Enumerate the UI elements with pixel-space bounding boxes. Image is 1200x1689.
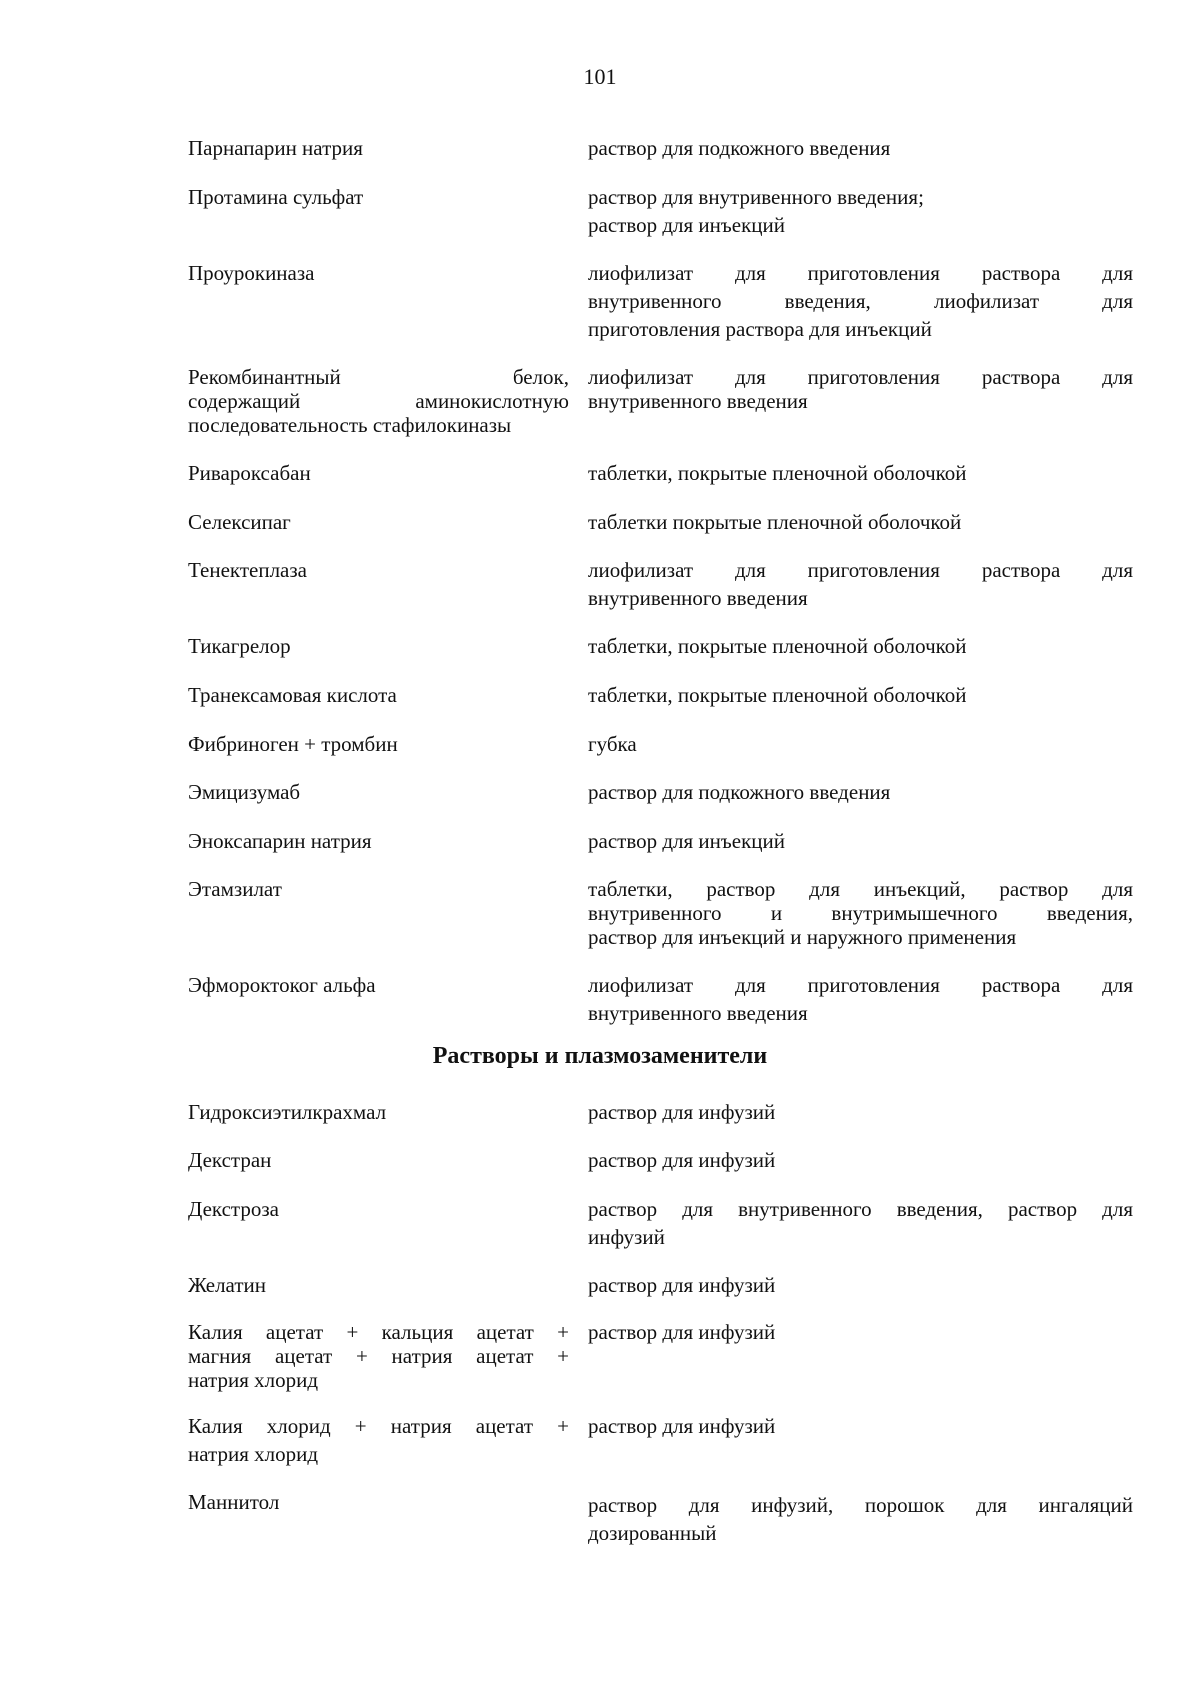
list-item [188, 1100, 1133, 1124]
dosage-form-line: таблетки, покрытые пленочной оболочкой [588, 683, 967, 707]
dosage-form [588, 683, 1133, 707]
drug-name-line: Калия ацетат + кальция ацетат + [188, 1320, 569, 1344]
drug-name-line: Этамзилат [188, 877, 282, 901]
drug-name-line: натрия хлорид [188, 1442, 318, 1466]
dosage-form-line: раствор для инфузий [588, 1100, 776, 1124]
list-item [188, 683, 1133, 707]
list-item [188, 461, 1133, 485]
drug-name [188, 877, 569, 949]
drug-name [188, 261, 569, 341]
dosage-form [588, 365, 1133, 437]
list-item [188, 1273, 1133, 1297]
drug-name [188, 510, 569, 534]
list-item [188, 634, 1133, 658]
list-item [188, 1148, 1133, 1172]
drug-name [188, 1197, 569, 1249]
list-item [188, 365, 1133, 437]
drug-name-line: содержащий аминокислотную [188, 389, 569, 413]
dosage-form-line: таблетки, раствор для инъекций, раствор для [588, 877, 1133, 901]
dosage-form [588, 634, 1133, 658]
list-item [188, 1197, 1133, 1249]
dosage-form [588, 973, 1133, 1025]
dosage-form-line: лиофилизат для приготовления раствора для [588, 261, 1133, 285]
drug-name-line: Эноксапарин натрия [188, 829, 372, 853]
list-item [188, 732, 1133, 756]
drug-name-line: Транексамовая кислота [188, 683, 397, 707]
list-item [188, 973, 1133, 1025]
dosage-form-line: лиофилизат для приготовления раствора для [588, 973, 1133, 997]
dosage-form [588, 510, 1133, 534]
dosage-form [588, 1273, 1133, 1297]
dosage-form-line: раствор для внутривенного введения, раствор для [588, 1197, 1133, 1221]
section-heading: Растворы и плазмозаменители [432, 1043, 768, 1069]
list-item [188, 136, 1133, 160]
dosage-form-line: внутривенного введения [588, 389, 808, 413]
list-item [188, 1490, 1133, 1545]
dosage-form-line: таблетки покрытые пленочной оболочкой [588, 510, 962, 534]
dosage-form [588, 1320, 1133, 1392]
drug-name-line: Эфмороктоког альфа [188, 973, 376, 997]
drug-name-line: Маннитол [188, 1490, 280, 1514]
drug-name-line: Тикагрелор [188, 634, 291, 658]
drug-name-line: Проурокиназа [188, 261, 315, 285]
dosage-form [588, 829, 1133, 853]
page-number: 101 [583, 64, 617, 89]
list-item [188, 558, 1133, 610]
dosage-form-line: раствор для подкожного введения [588, 136, 891, 160]
dosage-form-line: раствор для внутривенного введения; [588, 185, 924, 209]
dosage-form-line: внутривенного введения, лиофилизат для [588, 289, 1133, 313]
dosage-form [588, 1100, 1133, 1124]
dosage-form-line: лиофилизат для приготовления раствора для [588, 365, 1133, 389]
drug-name-line: магния ацетат + натрия ацетат + [188, 1344, 569, 1368]
drug-name-line: Парнапарин натрия [188, 136, 363, 160]
drug-name-line: Декстран [188, 1148, 272, 1172]
dosage-form-line: раствор для подкожного введения [588, 780, 891, 804]
dosage-form [588, 780, 1133, 804]
drug-name-line: Селексипаг [188, 510, 291, 534]
dosage-form-line: приготовления раствора для инъекций [588, 317, 932, 341]
dosage-form-line: внутривенного введения [588, 586, 808, 610]
dosage-form-line: раствор для инъекций и наружного применения [588, 925, 1017, 949]
drug-name [188, 1414, 569, 1466]
dosage-form [588, 185, 1133, 237]
list-item [188, 829, 1133, 853]
drug-name [188, 1320, 569, 1392]
dosage-form-line: таблетки, покрытые пленочной оболочкой [588, 634, 967, 658]
drug-name-line: Гидроксиэтилкрахмал [188, 1100, 387, 1124]
drug-name-line: Протамина сульфат [188, 185, 364, 209]
drug-name [188, 136, 569, 160]
dosage-form-line: раствор для инфузий [588, 1320, 776, 1344]
dosage-form [588, 1490, 1133, 1545]
drug-name [188, 365, 569, 437]
dosage-form-line: раствор для инфузий [588, 1148, 776, 1172]
drug-name [188, 1490, 569, 1545]
dosage-form-line: таблетки, покрытые пленочной оболочкой [588, 461, 967, 485]
drug-name [188, 1100, 569, 1124]
drug-name [188, 1273, 569, 1297]
dosage-form [588, 461, 1133, 485]
list-item [188, 780, 1133, 804]
dosage-form-line: раствор для инфузий [588, 1414, 776, 1438]
drug-name-line: Желатин [188, 1273, 266, 1297]
drug-name [188, 558, 569, 610]
dosage-form-line: раствор для инъекций [588, 829, 785, 853]
drug-name [188, 780, 569, 804]
dosage-form [588, 1148, 1133, 1172]
drug-name-line: натрия хлорид [188, 1368, 318, 1392]
drug-name-line: Тенектеплаза [188, 558, 307, 582]
dosage-form-line: внутривенного введения [588, 1001, 808, 1025]
drug-name-line: Фибриноген + тромбин [188, 732, 398, 756]
list-item [188, 877, 1133, 949]
dosage-form-line: раствор для инъекций [588, 213, 785, 237]
dosage-form [588, 732, 1133, 756]
drug-name-line: Эмицизумаб [188, 780, 301, 804]
drug-name-line: Рекомбинантный белок, [188, 365, 569, 389]
drug-name [188, 461, 569, 485]
dosage-form [588, 1197, 1133, 1249]
drug-name-line: Ривароксабан [188, 461, 311, 485]
drug-name [188, 683, 569, 707]
drug-name-line: последовательность стафилокиназы [188, 413, 512, 437]
dosage-form-line: раствор для инфузий, порошок для ингаляций [588, 1493, 1133, 1517]
list-item [188, 1320, 1133, 1392]
drug-name-line: Декстроза [188, 1197, 279, 1221]
dosage-form [588, 877, 1133, 949]
dosage-form [588, 136, 1133, 160]
drug-name [188, 829, 569, 853]
drug-name [188, 1148, 569, 1172]
list-item [188, 261, 1133, 341]
dosage-form-line: лиофилизат для приготовления раствора для [588, 558, 1133, 582]
list-item [188, 1414, 1133, 1466]
drug-name [188, 185, 569, 237]
dosage-form-line: раствор для инфузий [588, 1273, 776, 1297]
drug-name [188, 973, 569, 1025]
dosage-form-line: внутривенного и внутримышечного введения, [588, 901, 1133, 925]
dosage-form [588, 1414, 1133, 1466]
list-item [188, 510, 1133, 534]
drug-name-line: Калия хлорид + натрия ацетат + [188, 1414, 569, 1438]
dosage-form-line: инфузий [588, 1225, 665, 1249]
dosage-form-line: дозированный [588, 1521, 717, 1545]
drug-name [188, 732, 569, 756]
dosage-form [588, 558, 1133, 610]
list-item [188, 185, 1133, 237]
drug-name [188, 634, 569, 658]
dosage-form [588, 261, 1133, 341]
dosage-form-line: губка [588, 732, 637, 756]
